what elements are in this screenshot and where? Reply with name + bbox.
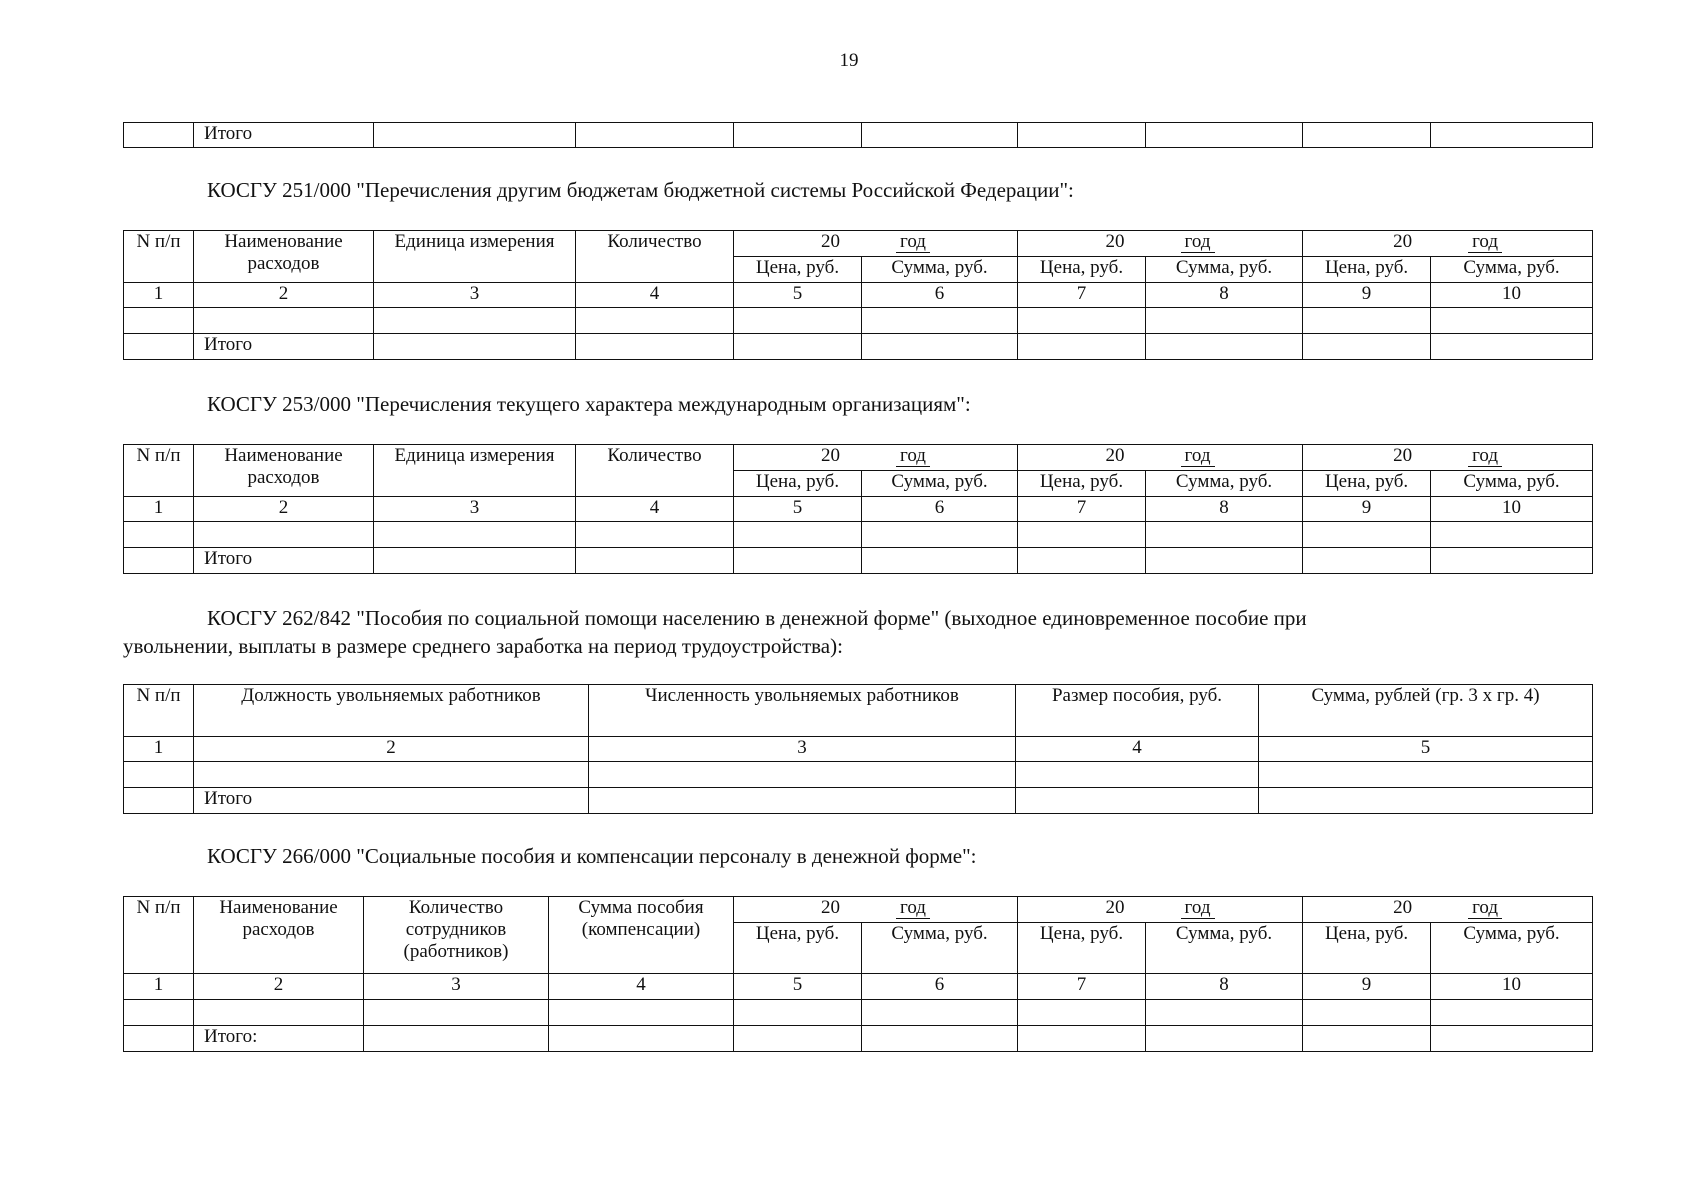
header-sum: Сумма, руб. [1146,257,1303,283]
col-number: 3 [589,737,1016,762]
col-number: 1 [124,974,194,1000]
header-amount: Размер пособия, руб. [1016,685,1259,737]
section-title-kosgu-266: КОСГУ 266/000 "Социальные пособия и компенсации персоналу в денежной форме": [207,844,977,868]
header-year: 20 год [734,231,1018,257]
col-number: 2 [194,283,374,308]
header-unit: Единица измерения [374,445,576,497]
header-count: Численность увольняемых работников [589,685,1016,737]
col-number: 10 [1431,283,1593,308]
col-number: 4 [549,974,734,1000]
section-title-kosgu-262-line1: КОСГУ 262/842 "Пособия по социальной помощи населению в денежной форме" (выходное единовременное пособие при [207,606,1307,630]
total-label: Итого [194,788,589,814]
header-position: Должность увольняемых работников [194,685,589,737]
header-year: 20 год [734,897,1018,923]
header-year: 20 год [734,445,1018,471]
header-price: Цена, руб. [734,923,862,974]
header-name: Наименование расходов [194,445,374,497]
table-row [124,123,1593,148]
header-sum: Сумма, руб. [862,257,1018,283]
total-row [124,1026,1593,1052]
kosgu-266-table [123,896,1593,1052]
table-row [124,762,1593,788]
header-year: 20 год [1303,897,1593,923]
section-title-kosgu-262-line2: увольнении, выплаты в размере среднего заработка на период трудоустройства): [123,634,843,658]
header-num: N п/п [124,231,194,283]
col-number: 1 [124,283,194,308]
table-row [124,522,1593,548]
header-price: Цена, руб. [1018,471,1146,497]
col-number: 7 [1018,974,1146,1000]
col-number: 2 [194,974,364,1000]
total-row [124,334,1593,360]
col-number: 2 [194,497,374,522]
col-number: 7 [1018,283,1146,308]
header-price: Цена, руб. [1303,923,1431,974]
col-number: 8 [1146,283,1303,308]
col-number: 9 [1303,974,1431,1000]
total-label: Итого [194,548,374,574]
header-year: 20 год [1018,231,1303,257]
header-sum: Сумма, руб. [862,471,1018,497]
col-number: 5 [1259,737,1593,762]
header-qty: Количество [576,445,734,497]
kosgu-251-table [123,230,1593,360]
col-number: 6 [862,974,1018,1000]
header-num: N п/п [124,897,194,974]
header-year: 20 год [1303,231,1593,257]
header-num: N п/п [124,445,194,497]
col-number: 5 [734,497,862,522]
header-benefit: Сумма пособия (компенсации) [549,897,734,974]
total-row [124,788,1593,814]
col-number: 7 [1018,497,1146,522]
col-number: 8 [1146,497,1303,522]
top-total-table [123,122,1593,148]
total-label: Итого [194,334,374,360]
header-sum: Сумма, руб. [862,923,1018,974]
section-title-kosgu-251: КОСГУ 251/000 "Перечисления другим бюджетам бюджетной системы Российской Федерации": [207,178,1074,202]
header-num: N п/п [124,685,194,737]
col-number: 6 [862,497,1018,522]
header-name: Наименование расходов [194,897,364,974]
header-sum: Сумма, руб. [1431,923,1593,974]
header-total: Сумма, рублей (гр. 3 x гр. 4) [1259,685,1593,737]
col-number: 1 [124,737,194,762]
col-number: 3 [374,497,576,522]
header-price: Цена, руб. [734,471,862,497]
header-sum: Сумма, руб. [1146,923,1303,974]
header-unit: Единица измерения [374,231,576,283]
col-number: 4 [576,283,734,308]
table-row [124,308,1593,334]
total-label: Итого: [194,1026,364,1052]
col-number: 9 [1303,497,1431,522]
col-number: 3 [364,974,549,1000]
col-number: 5 [734,974,862,1000]
header-year: 20 год [1303,445,1593,471]
col-number: 6 [862,283,1018,308]
col-number: 1 [124,497,194,522]
col-number: 9 [1303,283,1431,308]
col-number: 4 [576,497,734,522]
header-qty: Количество [576,231,734,283]
total-row [124,548,1593,574]
col-number: 10 [1431,497,1593,522]
col-number: 3 [374,283,576,308]
kosgu-253-table [123,444,1593,574]
col-number: 10 [1431,974,1593,1000]
header-price: Цена, руб. [1018,923,1146,974]
table-row [124,1000,1593,1026]
header-staff: Количество сотрудников (работников) [364,897,549,974]
col-number: 8 [1146,974,1303,1000]
header-price: Цена, руб. [1303,257,1431,283]
section-title-kosgu-253: КОСГУ 253/000 "Перечисления текущего характера международным организациям": [207,392,971,416]
column-numbers-row [124,283,1593,308]
header-sum: Сумма, руб. [1146,471,1303,497]
column-numbers-row [124,974,1593,1000]
column-numbers-row [124,737,1593,762]
page-number: 19 [839,50,859,71]
header-year: 20 год [1018,897,1303,923]
col-number: 5 [734,283,862,308]
header-sum: Сумма, руб. [1431,471,1593,497]
kosgu-262-table [123,684,1593,814]
header-price: Цена, руб. [1018,257,1146,283]
header-year: 20 год [1018,445,1303,471]
col-number: 4 [1016,737,1259,762]
column-numbers-row [124,497,1593,522]
header-price: Цена, руб. [1303,471,1431,497]
col-number: 2 [194,737,589,762]
header-price: Цена, руб. [734,257,862,283]
total-label: Итого [194,123,374,148]
header-name: Наименование расходов [194,231,374,283]
header-sum: Сумма, руб. [1431,257,1593,283]
